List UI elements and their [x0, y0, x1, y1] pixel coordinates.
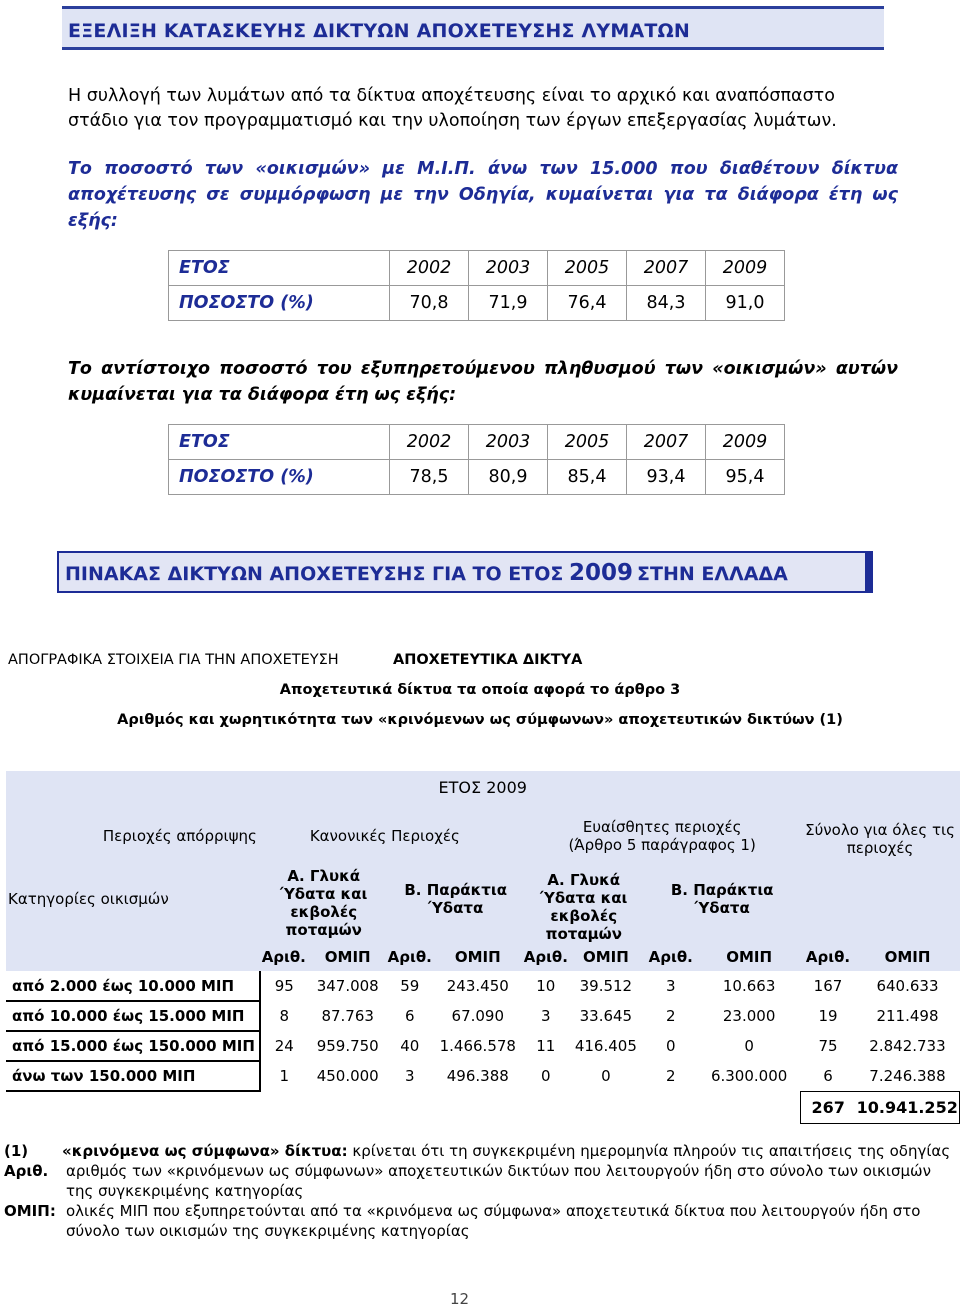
cell: 416.405 — [574, 1037, 637, 1055]
cell: 496.388 — [446, 1067, 509, 1085]
cell: 10 — [536, 977, 556, 995]
cell: 3 — [666, 977, 676, 995]
row-label: από 2.000 έως 10.000 ΜΙΠ — [6, 971, 260, 1001]
cell: 75 — [818, 1037, 838, 1055]
cell: 450.000 — [316, 1067, 379, 1085]
row-label: από 10.000 έως 15.000 ΜΙΠ — [6, 1001, 260, 1031]
cell: 10.663 — [722, 977, 776, 995]
paragraph-settlements: Το ποσοστό των «οικισμών» με Μ.Ι.Π. άνω των 15.000 που διαθέτουν δίκτυα αποχέτευσης σε συμμόρφωση με την Οδηγία, κυμαίνεται για τα διάφορα έτη ως εξής: — [68, 159, 898, 231]
fresh-water-header: Α. Γλυκά Ύδατα και εκβολές ποταμών — [260, 855, 388, 943]
omip-header: ΟΜΙΠ — [308, 943, 388, 971]
pct-label: ΠΟΣΟΣΤΟ (%) — [169, 460, 390, 495]
banner-year: 2009 — [569, 560, 634, 586]
cell: 1.466.578 — [439, 1037, 516, 1055]
pct-cell: 93,4 — [627, 460, 706, 495]
coastal-header: Β. Παράκτια Ύδατα — [388, 855, 524, 943]
table-row — [6, 1001, 960, 1031]
cell: 8 — [279, 1007, 290, 1025]
cell: 1 — [279, 1067, 290, 1085]
settlements-pct-table — [168, 250, 785, 321]
page-number: 12 — [450, 1290, 470, 1308]
synolo-header: Σύνολο για όλες τις περιοχές — [801, 817, 960, 943]
footnote-1: «κρινόμενα ως σύμφωνα» δίκτυα: κρίνεται ότι τη συγκεκριμένη ημερομηνία πληρούν τις απαιτήσεις της οδηγίας — [62, 1142, 951, 1160]
table-banner — [57, 551, 873, 593]
year-cell: 2003 — [469, 425, 548, 460]
year-cell: 2002 — [390, 425, 469, 460]
year-cell: 2009 — [706, 425, 785, 460]
section-right: ΑΠΟΧΕΤΕΥΤΙΚΑ ΔΙΚΤΥΑ — [393, 652, 583, 668]
cell: 347.008 — [316, 977, 379, 995]
footnote-3: ολικές ΜΙΠ που εξυπηρετούνται από τα «κρινόμενα ως σύμφωνα» αποχετευτικά δίκτυα που λειτουργούν ήδη στο σύνολο των οικισμών της συγκεκριμένης κατηγορίας — [66, 1202, 921, 1240]
table-row — [6, 971, 960, 1001]
year-label: ΕΤΟΣ — [169, 425, 390, 460]
cell: 0 — [666, 1037, 676, 1055]
cell: 640.633 — [876, 977, 939, 995]
arith-header: Αριθ. — [524, 943, 568, 971]
pct-cell: 85,4 — [548, 460, 627, 495]
total-arith: 267 — [801, 1091, 856, 1123]
cell: 19 — [818, 1007, 838, 1025]
banner-text-2: ΣΤΗΝ ΕΛΛΑΔΑ — [637, 563, 788, 585]
networks-table — [6, 771, 960, 1124]
coastal-header-2: Β. Παράκτια Ύδατα — [644, 855, 801, 943]
kanonikes-header: Κανονικές Περιοχές — [260, 817, 524, 855]
paragraph-population: Το αντίστοιχο ποσοστό του εξυπηρετούμενου πληθυσμού των «οικισμών» αυτών κυμαίνεται για τα διάφορα έτη ως εξής: — [68, 359, 898, 405]
cell: 2 — [666, 1067, 676, 1085]
pct-cell: 71,9 — [469, 286, 548, 321]
population-pct-table — [168, 424, 785, 495]
omip-header: ΟΜΙΠ — [855, 943, 959, 971]
section-sub1: Αποχετευτικά δίκτυα τα οποία αφορά το άρθρο 3 — [279, 682, 681, 698]
cell: 0 — [744, 1037, 754, 1055]
year-cell: 2007 — [627, 251, 706, 286]
arith-header: Αριθ. — [801, 943, 856, 971]
perioxes-header: Περιοχές απόρριψης — [6, 817, 260, 855]
cell: 243.450 — [446, 977, 509, 995]
year-label: ΕΤΟΣ — [169, 251, 390, 286]
cell: 211.498 — [876, 1007, 939, 1025]
intro-paragraph: Η συλλογή των λυμάτων από τα δίκτυα αποχέτευσης είναι το αρχικό και αναπόσπαστο στάδιο για τον προγραμματισμό και την υλοποίηση των έργων επεξεργασίας λυμάτων. — [68, 86, 837, 131]
title-banner — [62, 6, 884, 50]
katigories-header: Κατηγορίες οικισμών — [6, 855, 260, 943]
cell: 6.300.000 — [710, 1067, 788, 1085]
pct-cell: 78,5 — [390, 460, 469, 495]
cell: 23.000 — [722, 1007, 776, 1025]
pct-cell: 84,3 — [627, 286, 706, 321]
cell: 0 — [601, 1067, 611, 1085]
year-cell: 2003 — [469, 251, 548, 286]
euaisthites-header: Ευαίσθητες περιοχές (Άρθρο 5 παράγραφος 1) — [524, 817, 801, 855]
omip-header: ΟΜΙΠ — [432, 943, 524, 971]
footnote-1-key: (1) — [4, 1142, 29, 1160]
year-cell: 2007 — [627, 425, 706, 460]
banner-text-1: ΠΙΝΑΚΑΣ ΔΙΚΤΥΩΝ ΑΠΟΧΕΤΕΥΣΗΣ ΓΙΑ ΤΟ ΕΤΟΣ — [65, 563, 564, 585]
cell: 95 — [274, 977, 294, 995]
cell: 3 — [404, 1067, 415, 1085]
row-label: από 15.000 έως 150.000 ΜΙΠ — [6, 1031, 260, 1061]
cell: 3 — [541, 1007, 551, 1025]
cell: 39.512 — [579, 977, 633, 995]
year-header: ΕΤΟΣ 2009 — [6, 771, 960, 803]
cell: 24 — [274, 1037, 294, 1055]
cell: 0 — [541, 1067, 551, 1085]
footnote-2: αριθμός των «κρινόμενων ως σύμφωνων» αποχετευτικών δικτύων που λειτουργούν ήδη στο σύνολο των οικισμών της συγκεκριμένης κατηγορίας — [66, 1162, 931, 1200]
table-row — [6, 1031, 960, 1061]
section-left: ΑΠΟΓΡΑΦΙΚΑ ΣΤΟΙΧΕΙΑ ΓΙΑ ΤΗΝ ΑΠΟΧΕΤΕΥΣΗ — [8, 652, 339, 668]
cell: 959.750 — [316, 1037, 379, 1055]
year-cell: 2005 — [548, 425, 627, 460]
section-sub2: Αριθμός και χωρητικότητα των «κρινόμενων ως σύμφωνων» αποχετευτικών δικτύων (1) — [117, 712, 843, 728]
pct-cell: 76,4 — [548, 286, 627, 321]
fresh-water-header-2: Α. Γλυκά Ύδατα και εκβολές ποταμών — [524, 855, 644, 943]
omip-header: ΟΜΙΠ — [568, 943, 644, 971]
cell: 40 — [400, 1037, 420, 1055]
cell: 67.090 — [451, 1007, 505, 1025]
year-cell: 2005 — [548, 251, 627, 286]
pct-cell: 80,9 — [469, 460, 548, 495]
pct-cell: 95,4 — [706, 460, 785, 495]
cell: 11 — [536, 1037, 556, 1055]
omip-header: ΟΜΙΠ — [698, 943, 801, 971]
cell: 6 — [823, 1066, 833, 1085]
row-label: άνω των 150.000 ΜΙΠ — [6, 1061, 260, 1091]
page-title: ΕΞΕΛΙΞΗ ΚΑΤΑΣΚΕΥΗΣ ΔΙΚΤΥΩΝ ΑΠΟΧΕΤΕΥΣΗΣ ΛΥΜΑΤΩΝ — [68, 20, 691, 42]
year-cell: 2002 — [390, 251, 469, 286]
cell: 7.246.388 — [869, 1066, 946, 1085]
pct-cell: 91,0 — [706, 286, 785, 321]
year-cell: 2009 — [706, 251, 785, 286]
cell: 167 — [813, 977, 843, 995]
cell: 59 — [400, 977, 420, 995]
arith-header: Αριθ. — [388, 943, 432, 971]
cell: 2.842.733 — [869, 1037, 946, 1055]
cell: 6 — [404, 1007, 415, 1025]
cell: 33.645 — [579, 1007, 633, 1025]
total-omip: 10.941.252 — [855, 1091, 959, 1123]
footnote-3-key: ΟΜΙΠ: — [4, 1202, 56, 1220]
arith-header: Αριθ. — [260, 943, 308, 971]
cell: 87.763 — [321, 1007, 374, 1025]
cell: 2 — [666, 1007, 676, 1025]
pct-label: ΠΟΣΟΣΤΟ (%) — [169, 286, 390, 321]
table-row — [6, 1061, 960, 1091]
arith-header: Αριθ. — [644, 943, 698, 971]
footnote-2-key: Αριθ. — [4, 1162, 49, 1180]
pct-cell: 70,8 — [390, 286, 469, 321]
